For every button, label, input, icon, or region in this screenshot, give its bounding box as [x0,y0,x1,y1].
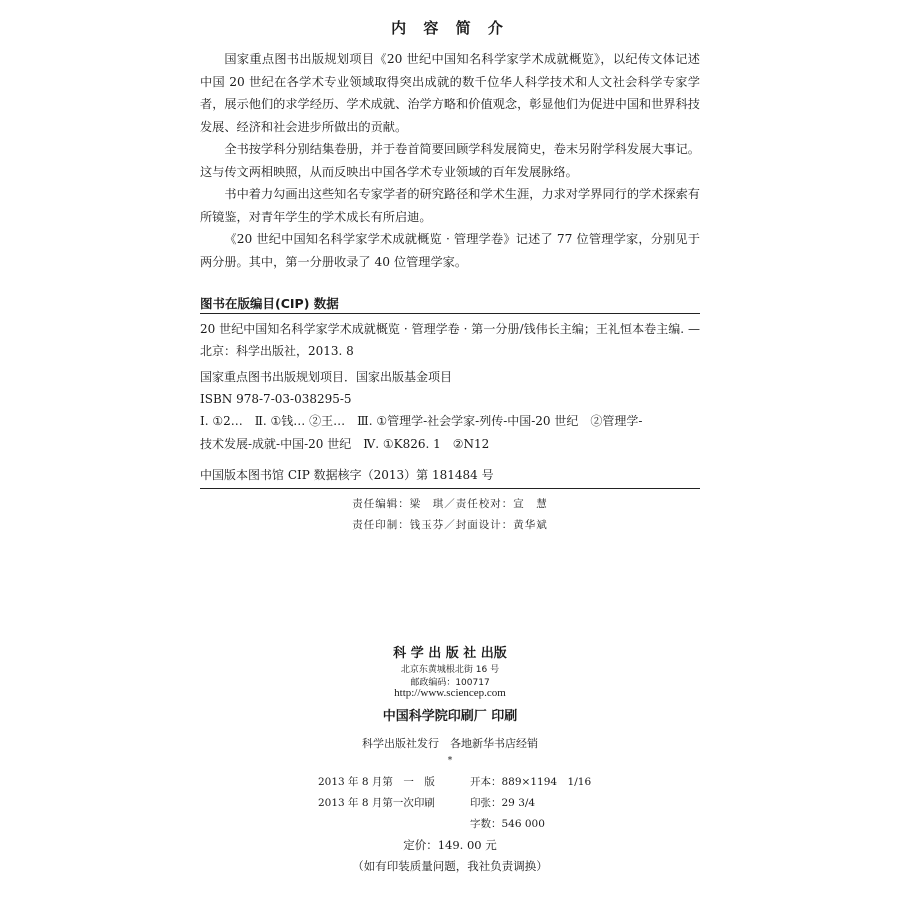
publisher-postcode: 邮政编码：100717 [410,678,490,688]
distribution-line: 科学出版社发行 各地新华书店经销 [362,737,538,750]
intro-paragraph: 书中着力勾画出这些知名专家学者的研究路径和学术生涯，力求对学界同行的学术探索有所镜鉴，对青年学生的学术成长有所启迪。 [200,187,700,224]
page-title: 内 容 简 介 [391,19,509,37]
cip-classification [200,410,700,456]
printer-name: 中国科学院印刷厂 印刷 [382,709,518,724]
cip-class-line: Ⅰ. ①2… Ⅱ. ①钱… ②王… Ⅲ. ①管理学-社会学家-列传-中国-20 世纪 ②管理学- [200,414,643,428]
format-size: 开本：889×1194 1/16 [470,776,592,788]
publisher-address: 北京东黄城根北街 16 号 [400,665,500,675]
price: 定价：149. 00 元 [403,838,497,852]
cip-bottom-divider [200,488,700,489]
edition-date: 2013 年 8 月第 一 版 [318,776,435,788]
quality-notice: （如有印装质量问题，我社负责调换） [352,859,548,873]
cip-heading: 图书在版编目(CIP) 数据 [200,296,339,311]
intro-paragraph: 《20 世纪中国知名科学家学术成就概览 · 管理学卷》记述了 77 位管理学家，分别见于两分册。其中，第一分册收录了 40 位管理学家。 [200,232,700,269]
cip-record [200,318,700,410]
cip-series-line: 国家重点图书出版规划项目．国家出版基金项目 [200,370,453,384]
format-wordcount: 字数：546 000 [470,818,545,830]
edition-row [318,774,591,789]
printing-row [318,795,535,810]
cip-verification: 中国版本图书馆 CIP 数据核字（2013）第 181484 号 [200,468,494,482]
intro-paragraph: 全书按学科分别结集卷册，并于卷首简要回顾学科发展简史，卷末另附学科发展大事记。这与传文两相映照，从而反映出中国各学术专业领域的百年发展脉络。 [200,142,700,179]
cip-isbn-line: ISBN 978-7-03-038295-5 [200,392,352,406]
staff-line-production: 责任印制：钱玉芬／封面设计：黄华斌 [352,519,548,531]
printing-date: 2013 年 8 月第一次印刷 [318,797,435,809]
separator-star: * [447,756,453,766]
format-sheets: 印张：29 3/4 [470,797,536,809]
cip-class-line: 技术发展-成就-中国-20 世纪 Ⅳ. ①K826. 1 ②N12 [200,437,490,451]
staff-line-editors: 责任编辑：梁 琪／责任校对：宣 慧 [352,498,548,510]
cip-top-divider [200,313,700,314]
publisher-name: 科 学 出 版 社 出版 [393,646,507,661]
publisher-url: http://www.sciencep.com [394,687,506,699]
introduction [200,48,700,273]
intro-paragraph: 国家重点图书出版规划项目《20 世纪中国知名科学家学术成就概览》，以纪传文体记述中国 20 世纪在各学术专业领域取得突出成就的数千位华人科学技术和人文社会科学专家学者，展示他们的求学经历、学术成就、治学方略和价值观念，彰显他们为促进中国和世界科技发展、经济和社会进步所做出的贡献。 [200,52,700,134]
wordcount-row [318,816,545,831]
cip-title-line: 20 世纪中国知名科学家学术成就概览 · 管理学卷 · 第一分册/钱伟长主编；王礼恒本卷主编. —北京：科学出版社，2013. 8 [200,322,700,358]
